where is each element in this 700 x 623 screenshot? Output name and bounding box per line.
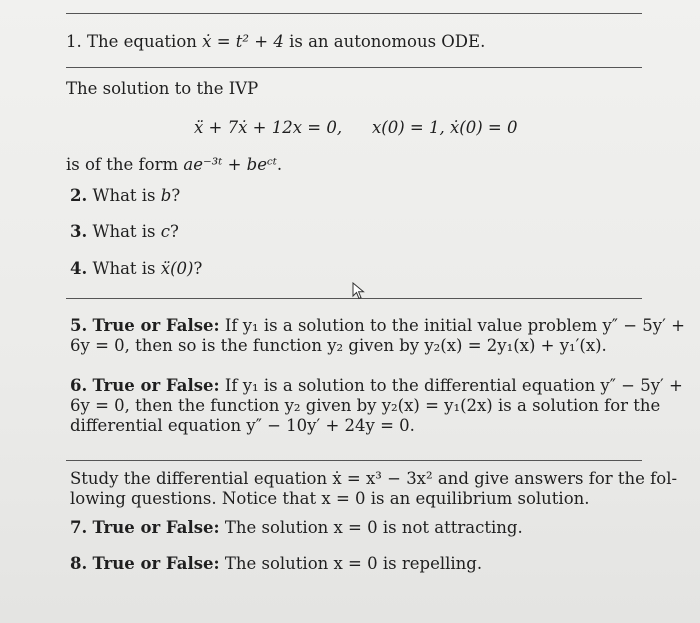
study-text-1: Study the differential equation ẋ = x³ − 3x² and give answers for the fol- — [70, 469, 678, 488]
q3-text: What is — [92, 222, 161, 241]
question-7 — [70, 518, 523, 537]
q2-text: What is — [92, 186, 161, 205]
q8-true-false-label: True or False: — [92, 554, 220, 573]
ivp-equation — [194, 118, 342, 137]
q3-number: 3. — [70, 222, 88, 241]
q6-true-false-label: True or False: — [92, 376, 220, 395]
q4-variable: ẍ(0) — [160, 259, 194, 278]
q8-number: 8. — [70, 554, 88, 573]
divider-1 — [66, 67, 642, 68]
form-expression: ae⁻³ᵗ + beᶜᵗ — [183, 155, 277, 174]
q3-end: ? — [170, 222, 179, 241]
q4-text: What is — [92, 259, 161, 278]
question-6 — [70, 376, 683, 436]
ivp-form — [66, 155, 282, 174]
q5-line-1 — [70, 316, 685, 336]
ivp-conditions — [372, 118, 517, 137]
ivp-ode: ẍ + 7ẋ + 12x = 0, — [194, 118, 343, 137]
question-2 — [70, 186, 180, 205]
q6-text-1: If y₁ is a solution to the differential equation y″ − 5y′ + — [224, 376, 683, 395]
q7-text: The solution x = 0 is not attracting. — [224, 518, 523, 537]
question-8 — [70, 554, 482, 573]
question-1 — [66, 32, 485, 51]
q1-suffix: is an autonomous ODE. — [283, 32, 486, 51]
q7-number: 7. — [70, 518, 88, 537]
q2-variable: b — [160, 186, 172, 205]
q2-end: ? — [171, 186, 181, 205]
q3-variable: c — [160, 222, 171, 241]
question-4 — [70, 259, 202, 278]
q1-equation: ẋ = t² + 4 — [202, 32, 284, 51]
q6-line-1 — [70, 376, 683, 396]
form-suffix: . — [276, 155, 283, 174]
q7-true-false-label: True or False: — [92, 518, 220, 537]
q6-number: 6. — [70, 376, 88, 395]
ivp-initial-conditions: x(0) = 1, ẋ(0) = 0 — [372, 118, 518, 137]
mouse-pointer-icon — [352, 282, 366, 300]
form-prefix: is of the form — [66, 155, 184, 174]
q5-true-false-label: True or False: — [92, 316, 220, 335]
q6-text-2: 6y = 0, then the function y₂ given by y₂(x) = y₁(2x) is a solution for the — [70, 396, 661, 415]
q4-number: 4. — [70, 259, 88, 278]
q2-number: 2. — [70, 186, 88, 205]
study-intro — [70, 469, 677, 509]
q8-text: The solution x = 0 is repelling. — [224, 554, 483, 573]
divider-3 — [66, 460, 642, 461]
question-5 — [70, 316, 685, 356]
q6-text-3: differential equation y″ − 10y′ + 24y = 0. — [70, 416, 415, 435]
q5-text-1: If y₁ is a solution to the initial value problem y″ − 5y′ + — [224, 316, 685, 335]
q1-prefix: 1. The equation — [66, 32, 203, 51]
study-text-2: lowing questions. Notice that x = 0 is an equilibrium solution. — [70, 489, 590, 508]
q5-number: 5. — [70, 316, 88, 335]
q5-text-2: 6y = 0, then so is the function y₂ given by y₂(x) = 2y₁(x) + y₁′(x). — [70, 336, 607, 355]
question-3 — [70, 222, 179, 241]
q4-end: ? — [193, 259, 203, 278]
top-divider — [66, 13, 642, 14]
ivp-intro: The solution to the IVP — [66, 79, 259, 98]
